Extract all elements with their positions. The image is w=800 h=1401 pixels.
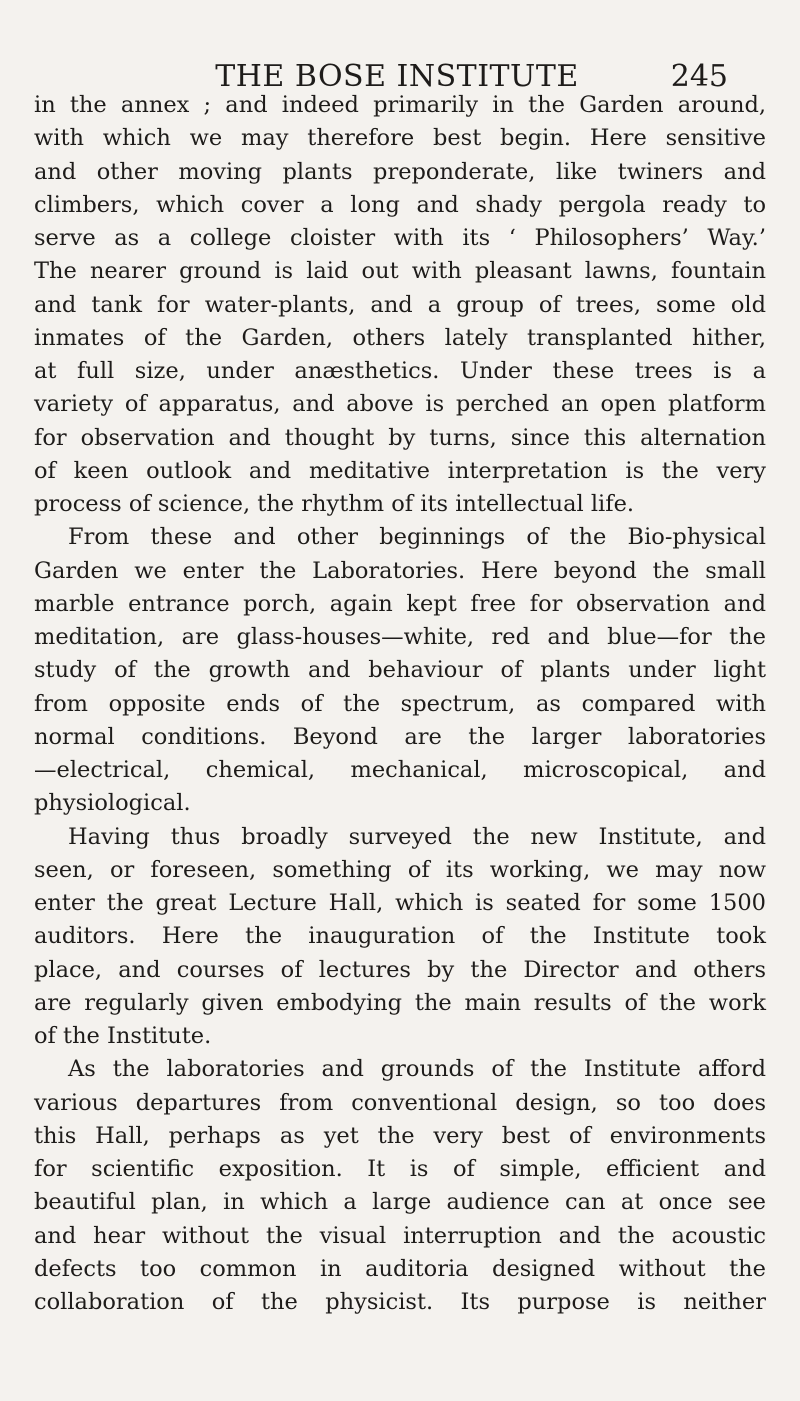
text-line: As the laboratories and grounds of the Institute afford bbox=[68, 1056, 766, 1083]
text-line: beautiful plan, in which a large audience can at once see bbox=[34, 1189, 766, 1216]
text-line: —electrical, chemical, mechanical, microscopical, and bbox=[34, 757, 766, 783]
text-line: this Hall, perhaps as yet the very best of environments bbox=[34, 1122, 766, 1149]
text-line: From these and other beginnings of the Bio-physical bbox=[68, 524, 766, 551]
text-line: at full size, under anæsthetics. Under these trees is a bbox=[34, 358, 766, 384]
text-line: marble entrance porch, again kept free for observation and bbox=[34, 590, 766, 617]
text-line: The nearer ground is laid out with pleasant lawns, fountain bbox=[34, 258, 766, 285]
text-line: in the annex ; and indeed primarily in the Garden around, bbox=[34, 92, 766, 118]
text-line: place, and courses of lectures by the Director and others bbox=[34, 956, 766, 983]
text-line: and hear without the visual interruption and the acoustic bbox=[34, 1222, 766, 1249]
page-number: 245 bbox=[670, 59, 728, 94]
text-line: serve as a college cloister with its ‘ Philosophers’ Way.’ bbox=[34, 225, 766, 251]
text-line: and other moving plants preponderate, like twiners and bbox=[34, 158, 766, 185]
text-line: auditors. Here the inauguration of the Institute took bbox=[34, 923, 766, 950]
text-line: process of science, the rhythm of its intellectual life. bbox=[34, 491, 635, 517]
text-line: collaboration of the physicist. Its purpose is neither bbox=[34, 1289, 766, 1315]
running-title: THE BOSE INSTITUTE bbox=[215, 59, 579, 94]
text-line: from opposite ends of the spectrum, as compared with bbox=[34, 690, 766, 717]
text-line: study of the growth and behaviour of plants under light bbox=[34, 657, 766, 684]
text-line: seen, or foreseen, something of its working, we may now bbox=[34, 856, 766, 883]
text-line: variety of apparatus, and above is perched an open platform bbox=[34, 391, 766, 418]
text-line: Having thus broadly surveyed the new Institute, and bbox=[68, 823, 766, 850]
text-line: inmates of the Garden, others lately transplanted hither, bbox=[34, 324, 766, 351]
text-line: enter the great Lecture Hall, which is seated for some 1500 bbox=[34, 890, 766, 916]
body-text bbox=[34, 89, 766, 1319]
text-line: physiological. bbox=[34, 790, 191, 817]
text-line: defects too common in auditoria designed without the bbox=[34, 1255, 766, 1282]
text-line: normal conditions. Beyond are the larger laboratories bbox=[34, 723, 766, 750]
text-line: of keen outlook and meditative interpretation is the very bbox=[34, 457, 766, 484]
text-line: for scientific exposition. It is of simple, efficient and bbox=[34, 1156, 766, 1182]
text-line: are regularly given embodying the main results of the work bbox=[34, 989, 766, 1016]
text-line: various departures from conventional design, so too does bbox=[34, 1089, 766, 1116]
text-line: meditation, are glass-houses—white, red and blue—for the bbox=[34, 624, 766, 650]
text-line: and tank for water-plants, and a group of trees, some old bbox=[34, 291, 766, 318]
text-line: with which we may therefore best begin. Here sensitive bbox=[34, 125, 766, 152]
text-line: climbers, which cover a long and shady pergola ready to bbox=[34, 191, 766, 218]
text-line: for observation and thought by turns, since this alternation bbox=[34, 424, 766, 451]
text-line: Garden we enter the Laboratories. Here beyond the small bbox=[34, 557, 766, 584]
text-line: of the Institute. bbox=[34, 1023, 212, 1049]
